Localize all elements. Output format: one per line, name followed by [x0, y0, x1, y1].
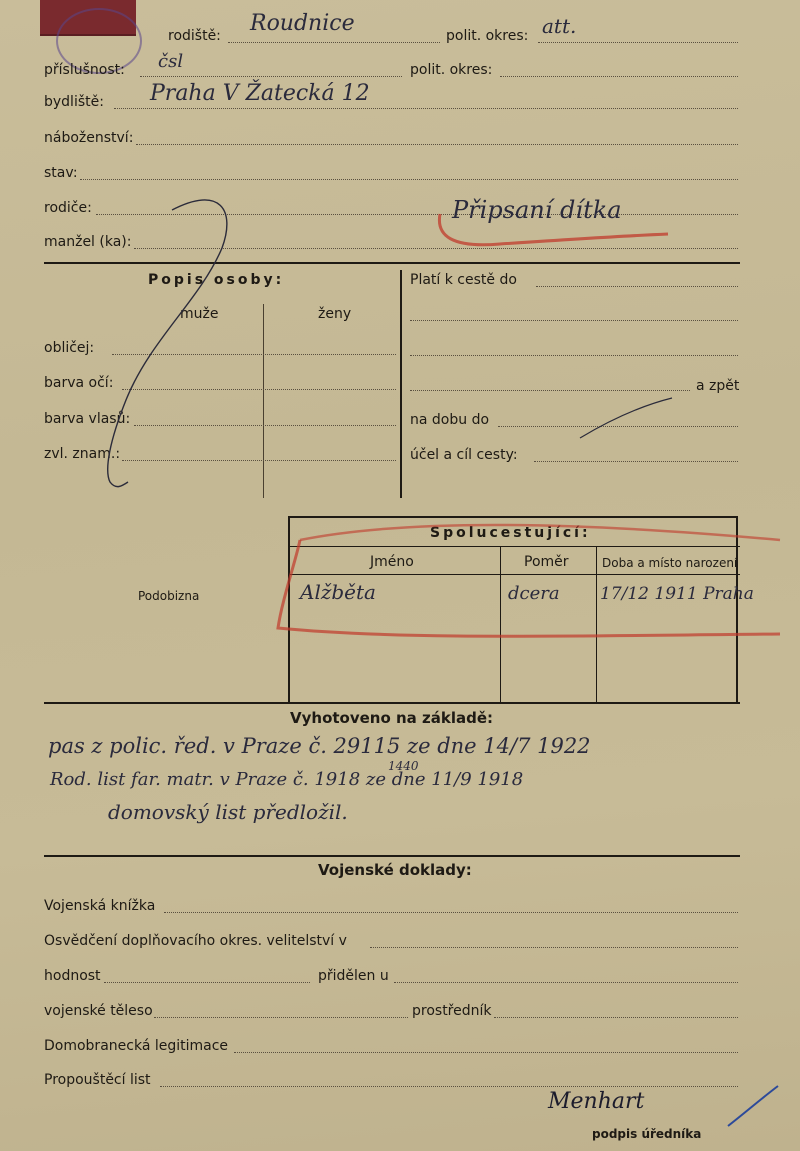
label-barva-vlasu: barva vlasů: — [44, 411, 131, 427]
label-ucel: účel a cíl cesty: — [410, 447, 518, 463]
label-prislusnost: příslušnost: — [44, 62, 125, 78]
label-bydliste: bydliště: — [44, 94, 104, 110]
label-podobizna: Podobizna — [138, 589, 200, 603]
col-pomer: Poměr — [524, 554, 569, 570]
signature: Menhart — [548, 1089, 645, 1114]
value-pripsani: Připsaní dítka — [452, 196, 622, 224]
label-manzel: manžel (ka): — [44, 234, 132, 250]
label-na-dobu-do: na dobu do — [410, 412, 490, 428]
col-jmeno: Jméno — [370, 554, 414, 570]
value-rodiste: Roudnice — [250, 11, 355, 36]
label-podpis: podpis úředníka — [592, 1127, 702, 1141]
label-barva-oci: barva očí: — [44, 375, 114, 391]
label-zeny: ženy — [318, 306, 352, 322]
basis-line-2: Rod. list far. matr. v Praze č. 1918 ze dne 11/9 1918 — [50, 769, 524, 790]
diagonal-pen-stroke — [108, 200, 227, 487]
label-propousteci: Propouštěcí list — [44, 1072, 151, 1088]
red-companion-mark — [278, 540, 780, 636]
companion-relation: dcera — [508, 583, 560, 604]
label-a-zpet: a zpět — [696, 378, 740, 394]
label-oblicej: obličej: — [44, 340, 95, 356]
companion-name: Alžběta — [300, 580, 376, 604]
short-pen-stroke — [580, 398, 672, 438]
label-domobranecka: Domobranecká legitimace — [44, 1038, 229, 1054]
label-vojenske-teleso: vojenské těleso — [44, 1003, 153, 1019]
label-prostrednik: prostředník — [412, 1003, 492, 1019]
label-polit-okres-1: polit. okres: — [446, 28, 529, 44]
value-prislusnost: čsl — [158, 51, 184, 72]
label-nabozenstvi: náboženství: — [44, 130, 134, 146]
label-pridelen: přidělen u — [318, 968, 389, 984]
col-doba: Doba a místo narození — [602, 556, 738, 570]
label-rodiste: rodiště: — [168, 28, 221, 44]
label-hodnost: hodnost — [44, 968, 101, 984]
heading-spolucestujici: Spolucestující: — [430, 525, 591, 541]
basis-line-2-correction: 1440 — [388, 759, 419, 773]
label-osvedceni: Osvědčení doplňovacího okres. velitelství v — [44, 933, 347, 949]
heading-vojenske-doklady: Vojenské doklady: — [318, 861, 472, 879]
basis-line-3: domovský list předložil. — [108, 800, 348, 824]
label-vojenska-knizka: Vojenská knížka — [44, 898, 156, 914]
basis-line-1: pas z polic. řed. v Praze č. 29115 ze dne 14/7 1922 — [48, 734, 591, 758]
value-bydliste: Praha V Žatecká 12 — [150, 81, 370, 106]
value-polit-okres-1: att. — [542, 14, 577, 38]
blue-check-mark — [728, 1086, 778, 1126]
label-muze: muže — [180, 306, 219, 322]
heading-popis-osoby: Popis osoby: — [148, 272, 285, 288]
label-plati-k-ceste: Platí k cestě do — [410, 272, 517, 288]
companion-birth: 17/12 1911 Praha — [600, 584, 754, 604]
label-polit-okres-2: polit. okres: — [410, 62, 493, 78]
label-zvl-znam: zvl. znam.: — [44, 446, 121, 462]
label-stav: stav: — [44, 165, 78, 181]
red-underline — [439, 214, 668, 245]
label-rodice: rodiče: — [44, 200, 92, 216]
heading-vyhotoveno: Vyhotoveno na základě: — [290, 709, 494, 727]
